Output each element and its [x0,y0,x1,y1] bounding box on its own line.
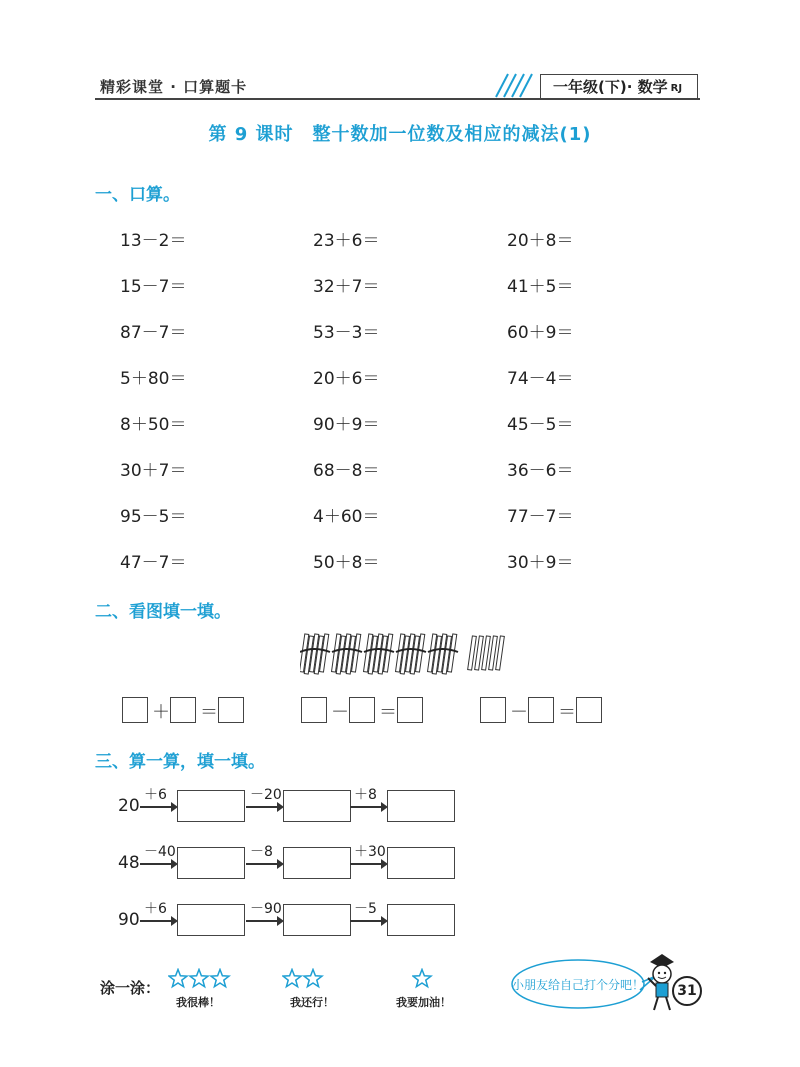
equals-sign: ＝ [200,702,218,723]
chain-answer-box[interactable] [177,904,245,936]
arrow-icon [350,863,386,865]
answer-box[interactable] [218,697,244,723]
star-group [412,968,433,990]
operator: － [331,702,349,723]
oral-problem: 60＋9＝ [507,323,574,343]
chain-operation-label: ＋8 [354,787,377,803]
oral-problem: 8＋50＝ [120,415,187,435]
star-icon[interactable] [169,970,187,987]
oral-problem: 23＋6＝ [313,231,380,251]
mascot-bubble [508,952,678,1014]
arrow-icon [246,806,282,808]
answer-box[interactable] [170,697,196,723]
answer-box[interactable] [301,697,327,723]
oral-problem: 5＋80＝ [120,369,187,389]
section2-title: 二、看图填一填。 [95,602,231,622]
stick-bundle-icon [300,634,330,674]
oral-problem: 47－7＝ [120,553,187,573]
oral-problem: 90＋9＝ [313,415,380,435]
bubble-text: 小朋友给自己打个分吧！ [511,978,645,992]
series-title: 精彩课堂 · 口算题卡 [100,78,248,96]
rating-text: 我要加油！ [396,996,451,1009]
star-group [282,968,324,990]
equals-sign: ＝ [379,702,397,723]
rate-label: 涂一涂： [100,979,161,997]
grade-subject-box [540,74,698,98]
chain-start-number: 48 [118,853,140,873]
equals-sign: ＝ [558,702,576,723]
chain-answer-box[interactable] [283,904,351,936]
chain-operation-label: －40 [144,844,176,860]
chain-answer-box[interactable] [283,847,351,879]
oral-problem: 20＋8＝ [507,231,574,251]
stick-bundle-icon [396,634,426,674]
chain-operation-label: －20 [250,787,282,803]
section1-title: 一、口算。 [95,185,180,205]
oral-problem: 32＋7＝ [313,277,380,297]
oral-problem: 13－2＝ [120,231,187,251]
chain-operation-label: ＋30 [354,844,386,860]
star-icon[interactable] [283,970,301,987]
chain-operation-label: ＋6 [144,901,167,917]
oral-problem: 50＋8＝ [313,553,380,573]
grade-subject: 一年级(下)· 数学 [553,78,668,96]
arrow-icon [140,863,176,865]
stick-bundle-icon [364,634,394,674]
sticks-picture [300,630,520,678]
oral-problem: 36－6＝ [507,461,574,481]
chain-answer-box[interactable] [177,847,245,879]
arrow-icon [350,806,386,808]
chain-start-number: 20 [118,796,140,816]
chain-answer-box[interactable] [387,904,455,936]
chain-start-number: 90 [118,910,140,930]
chain-operation-label: －5 [354,901,377,917]
answer-box[interactable] [349,697,375,723]
chain-answer-box[interactable] [283,790,351,822]
oral-problem: 30＋7＝ [120,461,187,481]
arrow-icon [350,920,386,922]
page-number: 31 [672,976,702,1006]
arrow-icon [140,806,176,808]
oral-problem: 77－7＝ [507,507,574,527]
oral-problem: 95－5＝ [120,507,187,527]
star-icon[interactable] [190,970,208,987]
answer-box[interactable] [576,697,602,723]
chain-answer-box[interactable] [177,790,245,822]
edition-label: RJ [670,83,683,94]
stick-bundle-icon [428,634,458,674]
oral-problem: 41＋5＝ [507,277,574,297]
oral-problem: 87－7＝ [120,323,187,343]
rating-text: 我很棒！ [176,996,220,1009]
answer-box[interactable] [397,697,423,723]
chain-operation-label: ＋6 [144,787,167,803]
lesson-title: 第 9 课时 整十数加一位数及相应的减法(1) [208,124,592,145]
header-slashes-decoration [490,72,540,98]
chain-operation-label: －8 [250,844,273,860]
oral-problem: 53－3＝ [313,323,380,343]
arrow-icon [246,920,282,922]
header-rule [95,98,700,100]
operator: ＋ [152,702,170,723]
oral-problem: 30＋9＝ [507,553,574,573]
star-icon[interactable] [211,970,229,987]
section3-title: 三、算一算，填一填。 [95,752,265,772]
rating-text: 我还行！ [290,996,334,1009]
oral-problem: 4＋60＝ [313,507,380,527]
answer-box[interactable] [528,697,554,723]
chain-answer-box[interactable] [387,790,455,822]
arrow-icon [140,920,176,922]
star-icon[interactable] [304,970,322,987]
answer-box[interactable] [480,697,506,723]
student-mascot-icon [648,954,674,1010]
oral-problem: 20＋6＝ [313,369,380,389]
oral-problem: 74－4＝ [507,369,574,389]
answer-box[interactable] [122,697,148,723]
oral-problem: 15－7＝ [120,277,187,297]
star-group [168,968,231,990]
operator: － [510,702,528,723]
stick-bundle-icon [332,634,362,674]
oral-problem: 45－5＝ [507,415,574,435]
star-icon[interactable] [413,970,431,987]
arrow-icon [246,863,282,865]
oral-problem: 68－8＝ [313,461,380,481]
chain-answer-box[interactable] [387,847,455,879]
chain-operation-label: －90 [250,901,282,917]
